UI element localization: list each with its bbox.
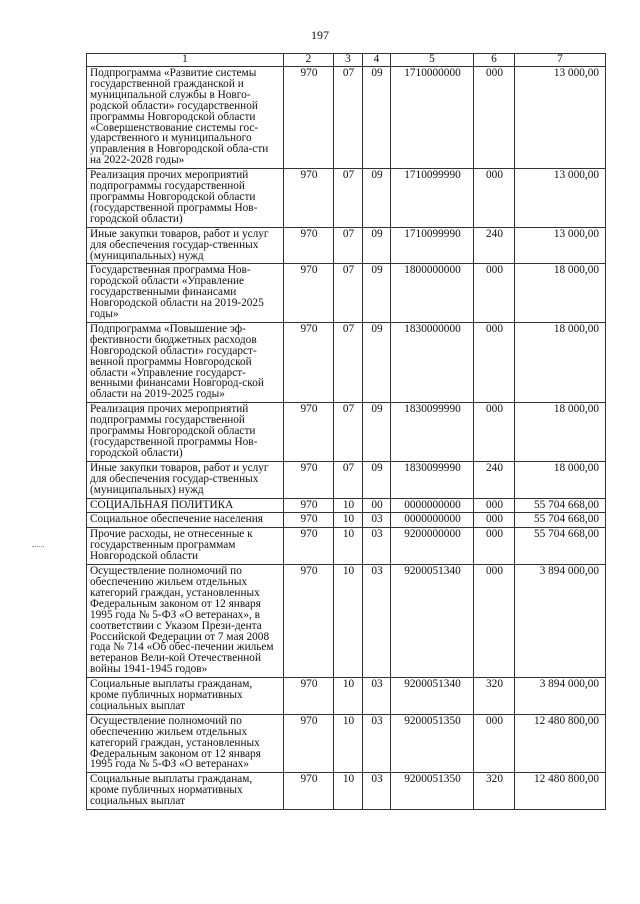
row-expense-type-cell: 000 — [474, 498, 515, 513]
row-name-cell: Подпрограмма «Повышение эф-фективности бюджетных расходов Новгородской области» государст-венной программы Новгородской области «Управление государст-венными финансами Новгород-ской области на 2019-2025 годы» — [87, 322, 284, 402]
row-target-article-cell: 1710099990 — [391, 169, 474, 228]
row-name-cell: Прочие расходы, не отнесенные к государственным программам Новгородской области — [87, 528, 284, 565]
row-name-cell: Социальные выплаты гражданам, кроме публичных нормативных социальных выплат — [87, 773, 284, 810]
row-code-cell: 970 — [284, 714, 334, 773]
row-target-article-cell: 1830000000 — [391, 322, 474, 402]
row-section-cell: 07 — [334, 169, 363, 228]
row-amount-cell: 3 894 000,00 — [515, 678, 606, 715]
row-section-cell: 10 — [334, 498, 363, 513]
row-code-cell: 970 — [284, 264, 334, 323]
row-section-cell: 07 — [334, 227, 363, 264]
table-row — [87, 528, 606, 565]
table-row — [87, 67, 606, 169]
row-target-article-cell: 1710099990 — [391, 227, 474, 264]
row-amount-cell: 13 000,00 — [515, 169, 606, 228]
row-subsection-cell: 03 — [363, 678, 391, 715]
row-name-cell: Осуществление полномочий по обеспечению жильем отдельных категорий граждан, установленных Федеральным законом от 12 января 1995 года № 5-ФЗ «О ветеранах» — [87, 714, 284, 773]
header-cell-2: 2 — [284, 54, 334, 67]
row-subsection-cell: 03 — [363, 714, 391, 773]
row-section-cell: 10 — [334, 714, 363, 773]
row-section-cell: 07 — [334, 322, 363, 402]
row-code-cell: 970 — [284, 67, 334, 169]
row-subsection-cell: 03 — [363, 528, 391, 565]
table-row — [87, 227, 606, 264]
row-subsection-cell: 09 — [363, 227, 391, 264]
row-expense-type-cell: 000 — [474, 67, 515, 169]
row-target-article-cell: 9200051340 — [391, 678, 474, 715]
row-name-cell: Осуществление полномочий по обеспечению жильем отдельных категорий граждан, установленных Федеральным законом от 12 января 1995 года № 5-ФЗ «О ветеранах», в соответствии с Указом Прези-дента Российской Федерации от 7 мая 2008 года № 714 «Об обес-печении жильем ветеранов Вели-кой Отечественной войны 1941-1945 годов» — [87, 565, 284, 678]
header-cell-4: 4 — [363, 54, 391, 67]
row-expense-type-cell: 000 — [474, 264, 515, 323]
table-row — [87, 513, 606, 528]
row-target-article-cell: 1710000000 — [391, 67, 474, 169]
row-section-cell: 10 — [334, 513, 363, 528]
row-amount-cell: 18 000,00 — [515, 322, 606, 402]
row-code-cell: 970 — [284, 498, 334, 513]
row-subsection-cell: 03 — [363, 513, 391, 528]
row-amount-cell: 18 000,00 — [515, 461, 606, 498]
row-expense-type-cell: 000 — [474, 565, 515, 678]
row-name-cell: Реализация прочих мероприятий подпрограммы государственной программы Новгородской области (государственной программы Нов-городской области) — [87, 169, 284, 228]
header-cell-5: 5 — [391, 54, 474, 67]
row-target-article-cell: 1830099990 — [391, 461, 474, 498]
row-name-cell: Иные закупки товаров, работ и услуг для обеспечения государ-ственных (муниципальных) нужд — [87, 227, 284, 264]
row-name-cell: Социальное обеспечение населения — [87, 513, 284, 528]
page-number: 197 — [311, 28, 329, 42]
row-subsection-cell: 09 — [363, 264, 391, 323]
row-code-cell: 970 — [284, 513, 334, 528]
row-subsection-cell: 09 — [363, 403, 391, 462]
row-target-article-cell: 9200051340 — [391, 565, 474, 678]
row-amount-cell: 12 480 800,00 — [515, 714, 606, 773]
row-subsection-cell: 09 — [363, 322, 391, 402]
row-amount-cell: 55 704 668,00 — [515, 513, 606, 528]
row-name-cell: Подпрограмма «Развитие системы государственной гражданской и муниципальной службы в Новго-родской области» государственной программы Новгородской области «Совершенствование системы гос-ударственного и муниципального управления в Новгородской обла-сти на 2022-2028 годы» — [87, 67, 284, 169]
row-subsection-cell: 03 — [363, 565, 391, 678]
row-code-cell: 970 — [284, 322, 334, 402]
row-expense-type-cell: 240 — [474, 227, 515, 264]
row-expense-type-cell: 240 — [474, 461, 515, 498]
row-target-article-cell: 9200051350 — [391, 773, 474, 810]
header-cell-1: 1 — [87, 54, 284, 67]
row-expense-type-cell: 000 — [474, 322, 515, 402]
table-row — [87, 565, 606, 678]
budget-table — [86, 53, 606, 810]
row-section-cell: 07 — [334, 461, 363, 498]
row-code-cell: 970 — [284, 565, 334, 678]
row-section-cell: 10 — [334, 528, 363, 565]
row-section-cell: 07 — [334, 403, 363, 462]
table-row — [87, 403, 606, 462]
row-expense-type-cell: 000 — [474, 169, 515, 228]
row-name-cell: Реализация прочих мероприятий подпрограммы государственной программы Новгородской области (государственной программы Нов-городской области) — [87, 403, 284, 462]
row-target-article-cell: 0000000000 — [391, 513, 474, 528]
row-subsection-cell: 00 — [363, 498, 391, 513]
row-target-article-cell: 9200000000 — [391, 528, 474, 565]
row-name-cell: Государственная программа Нов-городской области «Управление государственными финансами Новгородской области на 2019-2025 годы» — [87, 264, 284, 323]
row-target-article-cell: 1800000000 — [391, 264, 474, 323]
row-expense-type-cell: 000 — [474, 513, 515, 528]
row-section-cell: 07 — [334, 67, 363, 169]
row-amount-cell: 12 480 800,00 — [515, 773, 606, 810]
header-cell-6: 6 — [474, 54, 515, 67]
table-row — [87, 264, 606, 323]
row-name-cell: СОЦИАЛЬНАЯ ПОЛИТИКА — [87, 498, 284, 513]
row-target-article-cell: 9200051350 — [391, 714, 474, 773]
row-section-cell: 10 — [334, 565, 363, 678]
table-row — [87, 169, 606, 228]
row-expense-type-cell: 000 — [474, 714, 515, 773]
row-code-cell: 970 — [284, 528, 334, 565]
row-section-cell: 10 — [334, 773, 363, 810]
header-cell-3: 3 — [334, 54, 363, 67]
row-target-article-cell: 1830099990 — [391, 403, 474, 462]
table-row — [87, 498, 606, 513]
row-amount-cell: 18 000,00 — [515, 264, 606, 323]
row-code-cell: 970 — [284, 403, 334, 462]
table-row — [87, 773, 606, 810]
table-header-row — [87, 54, 606, 67]
row-amount-cell: 3 894 000,00 — [515, 565, 606, 678]
row-expense-type-cell: 000 — [474, 528, 515, 565]
row-name-cell: Социальные выплаты гражданам, кроме публичных нормативных социальных выплат — [87, 678, 284, 715]
row-amount-cell: 55 704 668,00 — [515, 498, 606, 513]
row-amount-cell: 13 000,00 — [515, 227, 606, 264]
row-subsection-cell: 09 — [363, 67, 391, 169]
row-code-cell: 970 — [284, 169, 334, 228]
row-code-cell: 970 — [284, 773, 334, 810]
table-row — [87, 322, 606, 402]
row-code-cell: 970 — [284, 678, 334, 715]
row-code-cell: 970 — [284, 227, 334, 264]
row-amount-cell: 18 000,00 — [515, 403, 606, 462]
margin-mark — [32, 546, 44, 548]
row-name-cell: Иные закупки товаров, работ и услуг для обеспечения государ-ственных (муниципальных) нужд — [87, 461, 284, 498]
row-section-cell: 10 — [334, 678, 363, 715]
row-code-cell: 970 — [284, 461, 334, 498]
row-amount-cell: 13 000,00 — [515, 67, 606, 169]
row-expense-type-cell: 320 — [474, 678, 515, 715]
table-row — [87, 678, 606, 715]
row-subsection-cell: 09 — [363, 169, 391, 228]
row-section-cell: 07 — [334, 264, 363, 323]
table-row — [87, 461, 606, 498]
row-amount-cell: 55 704 668,00 — [515, 528, 606, 565]
row-expense-type-cell: 000 — [474, 403, 515, 462]
row-target-article-cell: 0000000000 — [391, 498, 474, 513]
table-row — [87, 714, 606, 773]
row-subsection-cell: 03 — [363, 773, 391, 810]
row-subsection-cell: 09 — [363, 461, 391, 498]
row-expense-type-cell: 320 — [474, 773, 515, 810]
header-cell-7: 7 — [515, 54, 606, 67]
